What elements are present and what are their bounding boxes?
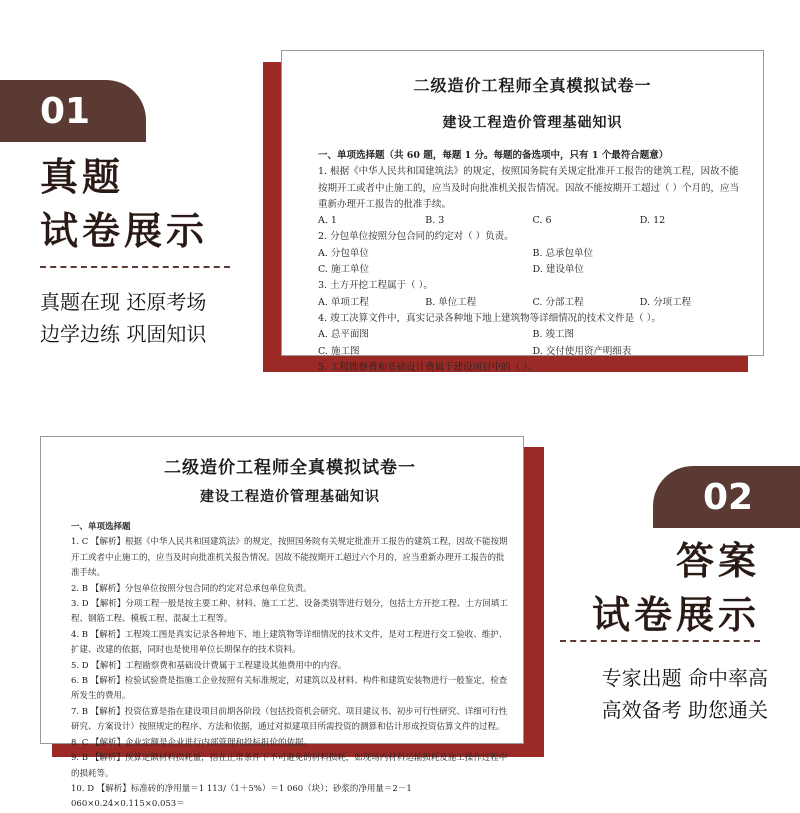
- option: D. 12: [639, 215, 666, 227]
- slogan-line: 边学边练 巩固知识: [40, 322, 207, 346]
- answer-paper-image: [40, 436, 524, 810]
- question: 2. 分包单位按照分包合同的约定对（ ）负责。: [318, 231, 514, 243]
- answer-line: 6. B 【解析】检验试验费是指施工企业按照有关标准规定，对建筑以及材料、构件和建筑安装物进行一般鉴定，检查所发生的费用。: [71, 676, 508, 702]
- option: C. 施工图: [318, 345, 360, 357]
- section-title-line: 试卷展示: [591, 592, 760, 637]
- option: C. 分部工程: [532, 296, 584, 308]
- section-number: 01: [40, 90, 91, 132]
- answer-section-header: 一、单项选择题: [71, 522, 131, 532]
- slogan-line: 真题在现 还原考场: [40, 290, 207, 314]
- slogan-line: 高效备考 助您通关: [601, 698, 768, 722]
- paper-title: 二级造价工程师全真模拟试卷一: [164, 458, 416, 478]
- question: 4. 竣工决算文件中，真实记录各种地下地上建筑物等详细情况的技术文件是（ ）。: [318, 312, 661, 324]
- option: A. 1: [318, 215, 337, 227]
- question: 5. 工程勘察费和基础设计费属于建设项目中的（ ）。: [318, 361, 538, 373]
- slogan: [548, 662, 768, 726]
- option: B. 3: [425, 215, 445, 227]
- option: A. 总平面图: [318, 329, 369, 341]
- option: A. 分包单位: [318, 247, 369, 259]
- answer-line: 2. B 【解析】分包单位按照分包合同的约定对总承包单位负责。: [71, 583, 312, 594]
- question: 1. 根据《中华人民共和国建筑法》的规定，按照国务院有关规定批准开工报告的建筑工程，因故不能按期开工或者中止施工的，应当及时向批准机关报告情况。因故不能按期开工超过（ ）个月的，应当重新办理开工报告的批准手续。: [318, 166, 740, 210]
- option-row: [318, 344, 747, 360]
- section-title: [560, 534, 760, 642]
- answer-line: 1. C 【解析】根据《中华人民共和国建筑法》的规定，按照国务院有关规定批准开工报告的建筑工程，因故不能按期开工或者中止施工的，应当及时向批准机关报告情况。因故不能按期开工超过六个月的，应当重新办理开工报告的批准手续。: [71, 537, 508, 579]
- exam-paper-image: [281, 50, 764, 373]
- answer-line: 3. D 【解析】分项工程一般是按主要工种、材料、施工工艺、设备类别等进行划分，包括土方开挖工程、土方回填工程、钢筋工程、模板工程、混凝土工程等。: [71, 599, 508, 625]
- option: C. 施工单位: [318, 264, 369, 276]
- section-number-badge: [0, 80, 146, 142]
- question: 3. 土方开挖工程属于（ ）。: [318, 280, 433, 292]
- option-row: [318, 262, 747, 278]
- answer-line: 10. D 【解析】标准砖的净用量＝1 113/（1＋5%）＝1 060（块）；砂浆的净用量＝2－1 060×0.24×0.115×0.053＝: [71, 783, 412, 810]
- option-row: [318, 295, 747, 311]
- paper-body: [71, 520, 509, 813]
- paper-body: [318, 148, 747, 376]
- section-title: [40, 150, 240, 258]
- section-title-line: 答案: [675, 538, 760, 583]
- answer-line: 9. B 【解析】预算定额材料损耗量，指在正常条件下不可避免的材料损耗，如现场内材料运输损耗及施工操作过程中的损耗等。: [71, 753, 508, 779]
- option: B. 竣工图: [532, 329, 575, 341]
- section-title-line: 真题: [40, 154, 125, 199]
- option: B. 单位工程: [425, 296, 477, 308]
- option: C. 6: [532, 215, 552, 227]
- answer-line: 4. B 【解析】工程竣工图是真实记录各种地下、地上建筑物等详细情况的技术文件，是对工程进行交工验收、维护、扩建、改建的依据，同时也是使用单位长期保存的技术资料。: [71, 629, 508, 656]
- answer-line: 8. C 【解析】企业定额是企业进行内部管理和投标报价的依据。: [71, 737, 313, 748]
- option: D. 交付使用资产明细表: [532, 345, 632, 357]
- slogan-line: 专家出题 命中率高: [601, 666, 768, 690]
- option-row: [318, 246, 747, 262]
- option-row: [318, 327, 747, 343]
- section-title-line: 试卷展示: [40, 208, 209, 253]
- option: D. 分项工程: [639, 296, 692, 308]
- section-number: 02: [703, 476, 754, 518]
- answer-line: 5. D 【解析】工程勘察费和基础设计费属于工程建设其他费用中的内容。: [71, 660, 347, 671]
- section-number-badge: [653, 466, 800, 528]
- paper-title: 二级造价工程师全真模拟试卷一: [413, 76, 652, 95]
- option-row: [318, 213, 747, 229]
- paper-subtitle: 建设工程造价管理基础知识: [442, 115, 623, 131]
- option: B. 总承包单位: [532, 247, 594, 259]
- option: D. 建设单位: [532, 264, 584, 276]
- option: A. 单项工程: [318, 296, 369, 308]
- dashed-divider: [40, 266, 230, 268]
- paper-subtitle: 建设工程造价管理基础知识: [200, 489, 380, 505]
- question-section-header: 一、单项选择题（共 60 题，每题 1 分。每题的备选项中，只有 1 个最符合题意）: [318, 150, 669, 161]
- dashed-divider: [560, 640, 760, 642]
- slogan: [40, 286, 270, 350]
- answer-line: 7. B 【解析】投资估算是指在建设项目前期各阶段（包括投资机会研究、项目建议书、初步可行性研究、详细可行性研究、方案设计）按照规定的程序、方法和依据，通过对拟建项目所需投资的测算和估计形成投资估算文件的过程。: [71, 706, 508, 733]
